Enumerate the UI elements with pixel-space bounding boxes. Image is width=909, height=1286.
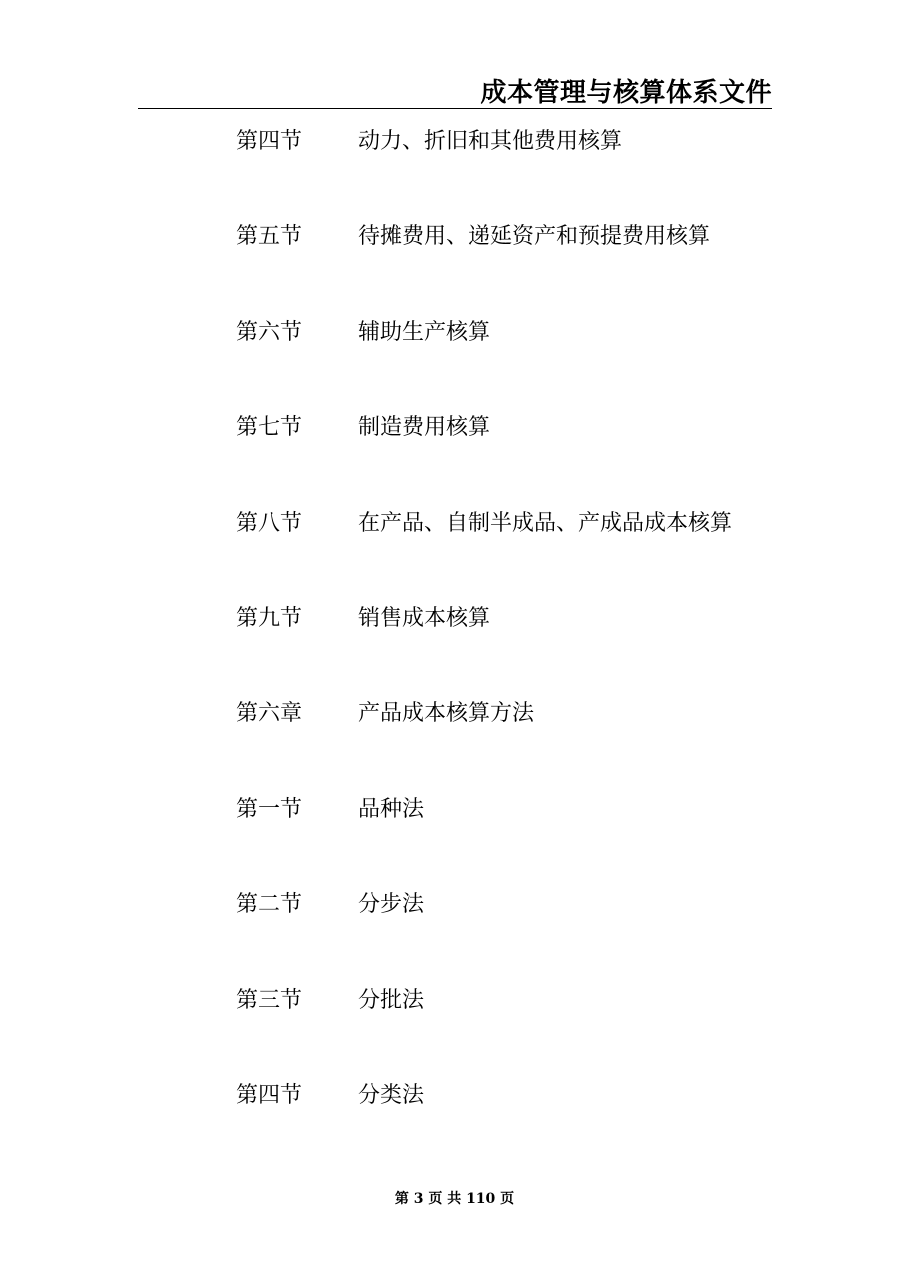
table-of-contents <box>236 126 796 1175</box>
page-footer <box>0 1189 909 1209</box>
toc-entry <box>236 126 796 221</box>
toc-entry-number: 第四节 <box>236 129 303 154</box>
toc-entry-title: 分类法 <box>358 1082 425 1108</box>
toc-entry <box>236 412 796 507</box>
toc-entry-number: 第二节 <box>236 892 303 918</box>
toc-entry-title: 动力、折旧和其他费用核算 <box>358 129 623 154</box>
toc-entry-title: 分步法 <box>358 892 425 918</box>
toc-entry-number: 第四节 <box>236 1082 303 1108</box>
toc-entry-title: 产品成本核算方法 <box>358 701 535 727</box>
toc-entry-number: 第一节 <box>236 796 303 822</box>
toc-entry-title: 分批法 <box>358 987 425 1013</box>
toc-chapter-entry <box>236 698 796 793</box>
toc-entry-title: 品种法 <box>358 796 425 822</box>
toc-entry <box>236 221 796 316</box>
toc-entry-title: 制造费用核算 <box>358 415 491 441</box>
page-header <box>138 76 772 109</box>
toc-entry-number: 第五节 <box>236 224 303 250</box>
toc-entry-number: 第七节 <box>236 415 303 441</box>
toc-entry <box>236 1080 796 1175</box>
toc-entry-number: 第三节 <box>236 987 303 1013</box>
toc-entry-number: 第九节 <box>236 605 303 631</box>
toc-entry <box>236 508 796 603</box>
page-number: 第 3 页 共 110 页 <box>394 1191 515 1207</box>
toc-entry-title: 辅助生产核算 <box>358 319 491 345</box>
toc-entry <box>236 603 796 698</box>
toc-entry <box>236 317 796 412</box>
toc-entry-number: 第六章 <box>236 701 303 727</box>
toc-entry-title: 待摊费用、递延资产和预提费用核算 <box>358 224 711 250</box>
toc-entry-title: 在产品、自制半成品、产成品成本核算 <box>358 510 733 536</box>
document-title: 成本管理与核算体系文件 <box>480 78 772 108</box>
toc-entry <box>236 985 796 1080</box>
toc-entry <box>236 794 796 889</box>
toc-entry <box>236 889 796 984</box>
toc-entry-number: 第六节 <box>236 319 303 345</box>
toc-entry-number: 第八节 <box>236 510 303 536</box>
toc-entry-title: 销售成本核算 <box>358 605 491 631</box>
